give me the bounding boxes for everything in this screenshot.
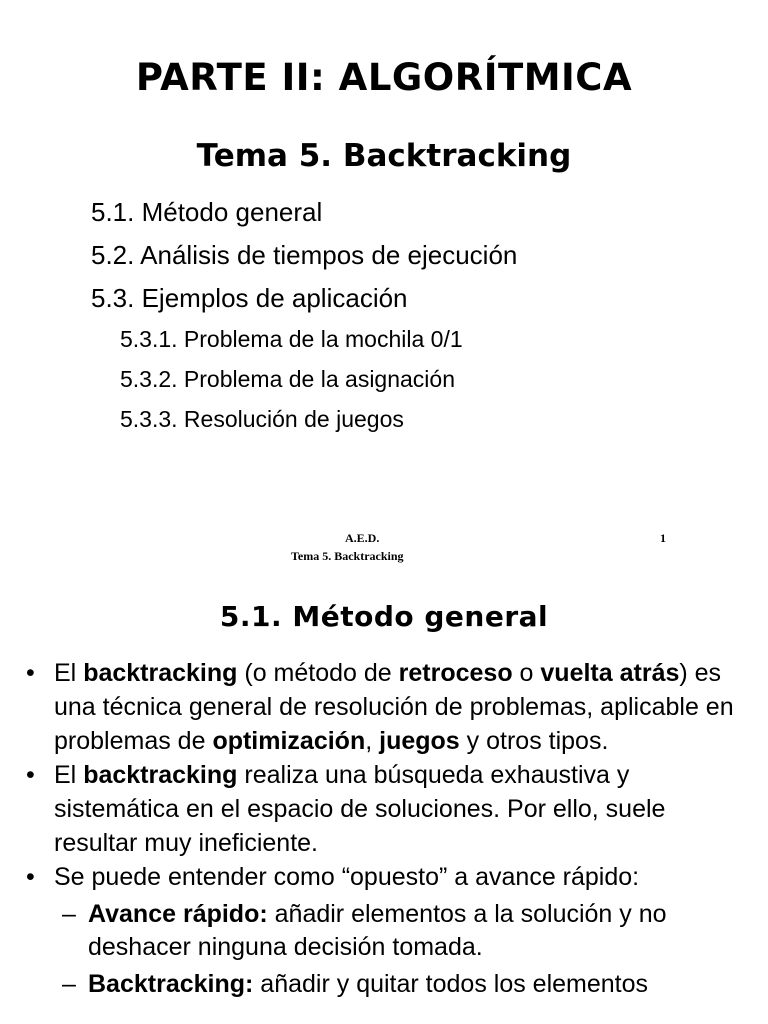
text-run: realiza una búsqueda exhaustiva y sistemática en el espacio de soluciones. Por ello, suele resultar muy ineficiente.	[54, 761, 666, 857]
section-title: 5.1. Método general	[219, 600, 549, 633]
text-run: El	[54, 659, 84, 687]
dash-icon: –	[62, 970, 76, 998]
bold-term: backtracking	[83, 659, 238, 687]
footer-course: A.E.D.	[345, 531, 380, 545]
dash-icon: –	[62, 900, 76, 928]
part-title: PARTE II: ALGORÍTMICA	[135, 56, 633, 99]
bold-term: backtracking	[83, 761, 238, 789]
toc-item-5-3: 5.3. Ejemplos de aplicación	[91, 283, 408, 313]
footer-topic: Tema 5. Backtracking	[291, 549, 404, 563]
bold-term: Avance rápido:	[88, 900, 268, 928]
bold-term: vuelta atrás	[540, 659, 680, 687]
text-run: ) es una técnica general de resolución de problemas, aplicable en problemas de	[54, 659, 734, 755]
bold-term: Backtracking:	[88, 970, 254, 998]
bold-term: juegos	[379, 727, 460, 755]
bold-term: retroceso	[398, 659, 513, 687]
bullet-icon: •	[26, 761, 35, 789]
sub-item-2	[0, 968, 768, 1001]
text-run: añadir y quitar todos los elementos	[253, 970, 649, 998]
text-run: ,	[365, 727, 380, 755]
text-run: (o método de	[237, 659, 399, 687]
subtoc-item-5-3-1: 5.3.1. Problema de la mochila 0/1	[120, 326, 463, 352]
text-run: Se puede entender como “opuesto” a avance rápido:	[54, 863, 640, 891]
text-run: o	[512, 659, 541, 687]
text-run: El	[54, 761, 84, 789]
bullet-item-3	[0, 860, 768, 894]
subtoc-item-5-3-3: 5.3.3. Resolución de juegos	[120, 406, 404, 432]
sub-item-1	[0, 898, 768, 964]
bold-term: optimización	[212, 727, 366, 755]
bullet-icon: •	[26, 863, 35, 891]
bullet-item-2	[0, 758, 768, 860]
bullet-item-1	[0, 656, 768, 758]
toc-item-5-1: 5.1. Método general	[91, 197, 323, 227]
tema-title: Tema 5. Backtracking	[196, 138, 572, 174]
subtoc-item-5-3-2: 5.3.2. Problema de la asignación	[120, 366, 455, 392]
slide-2	[0, 580, 768, 1024]
footer-page-number: 1	[660, 531, 666, 545]
toc-item-5-2: 5.2. Análisis de tiempos de ejecución	[91, 240, 518, 270]
text-run: añadir elementos a la solución y no deshacer ninguna decisión tomada.	[88, 900, 667, 961]
bullet-list	[0, 656, 768, 1001]
text-run: y otros tipos.	[459, 727, 609, 755]
bullet-icon: •	[26, 659, 35, 687]
